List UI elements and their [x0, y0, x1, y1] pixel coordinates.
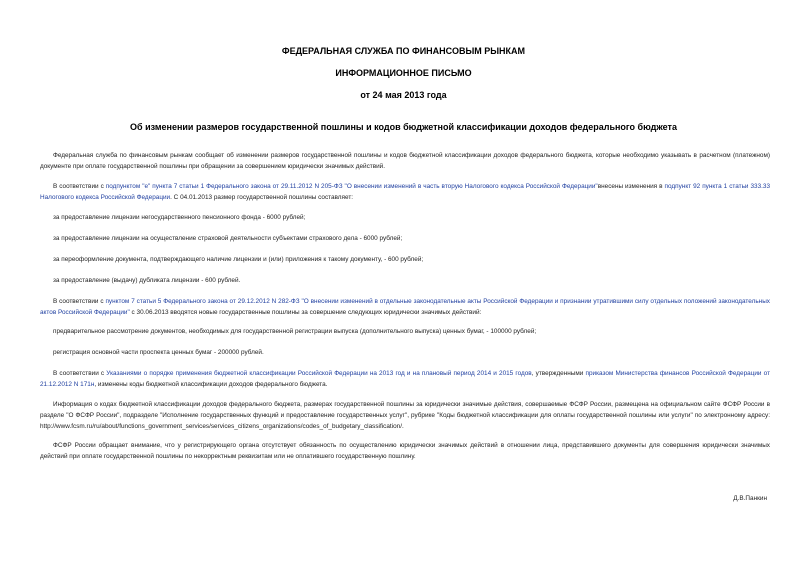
new-fee-item: предварительное рассмотрение документов, необходимых для государственной регистрации выпуска (дополнительного выпуска) ценных бумаг, - 100000 рублей;: [53, 328, 537, 335]
para3-pre: В соответствии с: [53, 298, 106, 305]
fee-item: за предоставление (выдачу) дубликата лицензии - 600 рублей.: [53, 277, 241, 284]
signature: Д.В.Панкин: [733, 495, 767, 502]
para2-post: . С 04.01.2013 размер государственной пошлины составляет:: [170, 194, 354, 201]
intro-paragraph: Федеральная служба по финансовым рынкам сообщает об изменении размеров государственной пошлины и кодов бюджетной классификации доходов федерального бюджета, которые необходимо указывать в расчетном (платежном) документе при оплате государственной пошлины при обращении за совершением юридически значимых действий.: [40, 152, 770, 170]
fee-item: за предоставление лицензии негосударственного пенсионного фонда - 6000 рублей;: [53, 214, 306, 221]
document-type: ИНФОРМАЦИОННОЕ ПИСЬМО: [335, 68, 472, 78]
paragraph-budget-codes: [40, 368, 770, 390]
paragraph-website-info: Информация о кодах бюджетной классификации доходов федерального бюджета, размерах государственной пошлины за юридически значимые действия, совершаемые ФСФР России, размещена на официальном сайте ФСФР России в разделе "О ФСФР России", подразделе "Исполнение государственных функций и предоставление государственных услуг", рубрике "Коды бюджетной классификации для оплаты государственной пошлины или услуги" по электронному адресу: http://www.fcsm.ru/ru/about/functions_government_services/services_citizens_organizations/codes_of_budgetary_classification/.: [40, 401, 770, 430]
link-minfin-order-171n[interactable]: приказом Министерства финансов Российской Федерации от 21.12.2012 N 171н: [40, 370, 770, 388]
paragraph-law-282fz: [40, 296, 770, 318]
fee-item: за предоставление лицензии на осуществление страховой деятельности субъектами страхового дела - 6000 рублей;: [53, 235, 403, 242]
para2-mid: внесены изменения в: [597, 183, 665, 190]
document-title: Об изменении размеров государственной пошлины и кодов бюджетной классификации доходов федерального бюджета: [130, 122, 677, 132]
agency-name: ФЕДЕРАЛЬНАЯ СЛУЖБА ПО ФИНАНСОВЫМ РЫНКАМ: [281, 46, 526, 56]
para4-post: , изменены коды бюджетной классификации доходов федерального бюджета.: [94, 381, 328, 388]
para3-post: с 30.06.2013 вводятся новые государственные пошлины за совершение следующих юридически значимых действий:: [129, 309, 482, 316]
new-fee-item: регистрация основной части проспекта ценных бумаг - 200000 рублей.: [53, 349, 264, 356]
link-law-205fz[interactable]: подпунктом "е" пункта 7 статьи 1 Федерального закона от 29.11.2012 N 205-ФЗ "О внесении изменений в часть вторую Налогового кодекса Российской Федерации": [105, 183, 598, 190]
link-law-282fz[interactable]: пунктом 7 статьи 5 Федерального закона от 29.12.2012 N 282-ФЗ "О внесении изменений в отдельные законодательные акты Российской Федерации и признании утратившими силу отдельных положений законодательных актов Российской Федерации": [40, 298, 770, 316]
para4-pre: В соответствии с: [53, 370, 107, 377]
link-tax-code-333-33[interactable]: подпункт 92 пункта 1 статьи 333.33 Налогового кодекса Российской Федерации: [40, 183, 771, 201]
paragraph-tax-code: [40, 181, 770, 203]
fee-item: за переоформление документа, подтверждающего наличие лицензии и (или) приложения к такому документу, - 600 рублей;: [53, 256, 424, 263]
paragraph-notice: ФСФР России обращает внимание, что у регистрирующего органа отсутствует обязанность по осуществлению юридически значимых действий в отношении лица, представившего документы для совершения юридически значимых действий при оплате государственной пошлины по некорректным реквизитам или не оплатившего государственную пошлину.: [40, 442, 770, 460]
document-date: от 24 мая 2013 года: [360, 90, 447, 100]
para4-mid: , утвержденными: [531, 370, 586, 377]
para2-pre: В соответствии с: [53, 183, 106, 190]
link-budget-classification-instructions[interactable]: Указаниями о порядке применения бюджетной классификации Российской Федерации на 2013 год и на плановый период 2014 и 2015 годов: [106, 370, 532, 377]
